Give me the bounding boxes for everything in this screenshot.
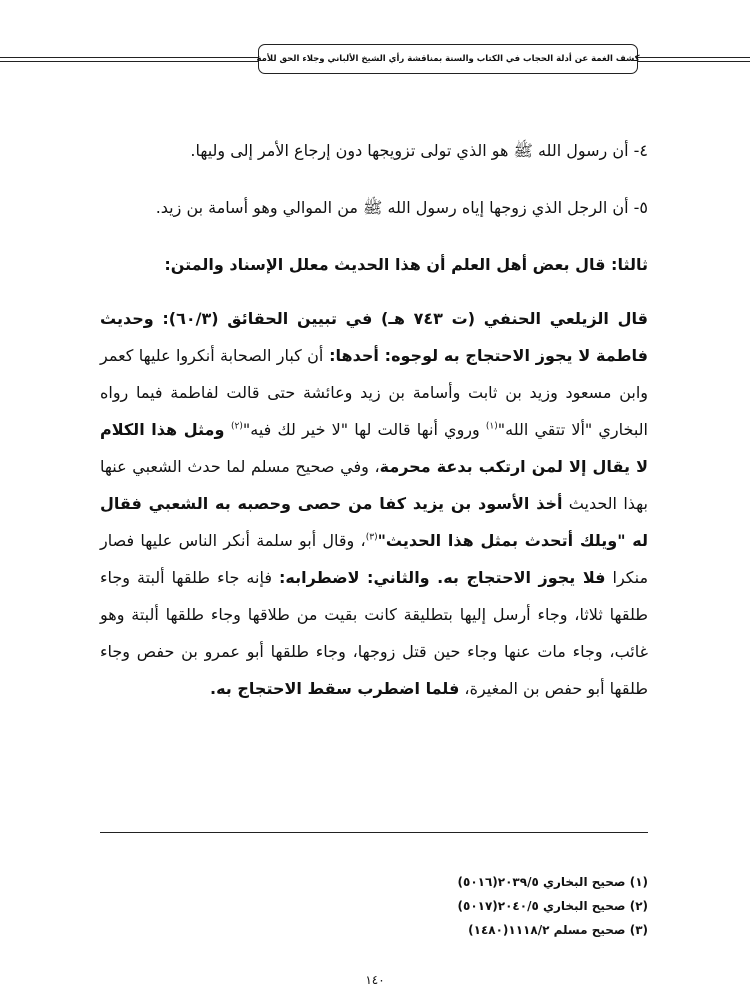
footnote-1: (١) صحيح البخاري ٢٠٣٩/٥(٥٠١٦) — [457, 875, 648, 889]
conclusion-text: فلما اضطرب سقط الاحتجاج به. — [210, 679, 460, 698]
point-five: ٥- أن الرجل الذي زوجها إياه رسول الله ﷺ من الموالي وهو أسامة بن زيد. — [155, 198, 648, 217]
abu-salama-text: ، وقال أبو سلمة أنكر الناس عليها فصار منكرا — [100, 531, 649, 587]
book-title: كشف الغمة عن أدلة الحجاب في الكتاب والسنة بمناقشة رأي الشيخ الألباني وجلاء الحق للأمة — [256, 54, 640, 64]
aswad-report-text: أخذ الأسود بن يزيد كفا من حصى وحصبه به الشعبي فقال له "ويلك أتحدث بمثل هذا الحديث" — [100, 494, 648, 550]
section-heading: ثالثا: قال بعض أهل العلم أن هذا الحديث معلل الإسناد والمتن: — [164, 255, 648, 274]
main-text — [100, 132, 648, 707]
footnote-2: (٢) صحيح البخاري ٢٠٤٠/٥(٥٠١٧) — [457, 899, 648, 913]
header-title-box — [258, 44, 638, 74]
narration-text: وروي أنها قالت لها "لا خير لك فيه" — [242, 420, 486, 439]
page-number: ١٤٠ — [365, 973, 385, 987]
footnotes — [348, 870, 648, 942]
point-four: ٤- أن رسول الله ﷺ هو الذي تولى تزويجها دون إرجاع الأمر إلى وليها. — [190, 141, 648, 160]
first-reason-label: أحدها: — [323, 346, 385, 365]
muslim-report-text: ، وفي صحيح مسلم لما حدث الشعبي عنها بهذا الحديث — [100, 457, 648, 513]
second-reason-label: فلا يجوز الاحتجاج به. والثاني: لاضطرابه: — [279, 568, 606, 587]
running-header — [0, 44, 750, 76]
footnote-3: (٣) صحيح مسلم ١١١٨/٢(١٤٨٠) — [468, 923, 648, 937]
footnote-ref-3[interactable]: (٣) — [365, 532, 378, 543]
footnote-ref-1[interactable]: (١) — [485, 421, 498, 432]
footnote-ref-2[interactable]: (٢) — [231, 421, 243, 432]
second-reason-text: فإنه جاء طلقها ألبتة وجاء طلقها ثلاثا، وجاء أرسل إليها بتطليقة كانت بقيت من طلاقها وجاء طلقها ألبتة وهو غائب، وجاء مات عنها وجاء حين قتل زوجها، وجاء طلقها أبو عمرو بن حفص وجاء طلقها أبو حفص بن المغيرة، — [100, 568, 648, 698]
quote-intro: قال الزيلعي الحنفي (ت ٧٤٣ هـ) في تبيين الحقائق (٦٠/٣): وحديث فاطمة لا يجوز الاحتجاج به لوجوه: — [100, 309, 649, 365]
first-reason-text: أن كبار الصحابة أنكروا عليها كعمر وابن مسعود وزيد بن ثابت وأسامة بن زيد وعائشة حتى قالت لفاطمة فيما رواه البخاري "ألا تتقي الله" — [100, 346, 648, 439]
zaylai-quote-paragraph — [100, 300, 648, 707]
footnote-separator — [100, 832, 648, 833]
bidah-statement: ومثل هذا الكلام لا يقال إلا لمن ارتكب بدعة محرمة — [100, 420, 648, 476]
